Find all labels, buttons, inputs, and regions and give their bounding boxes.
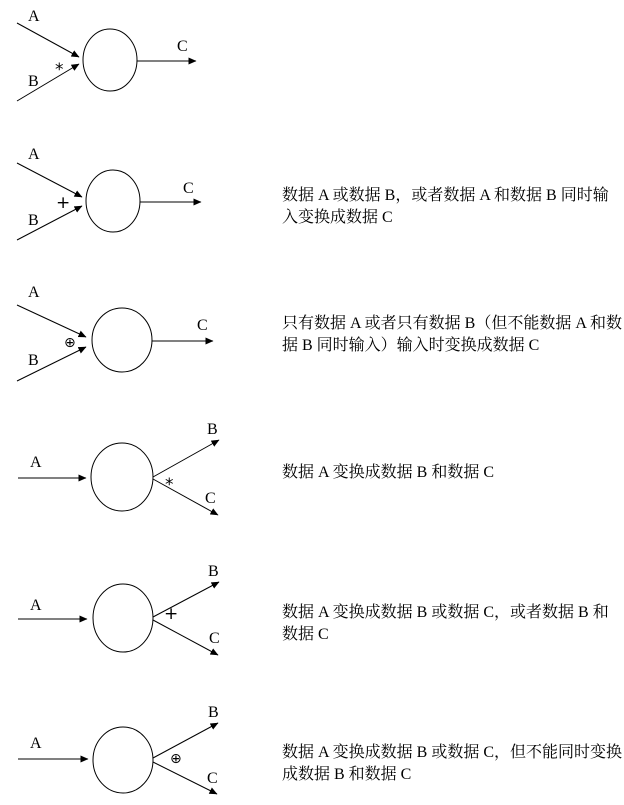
operator-symbol: ⊕	[170, 751, 182, 767]
input-b-label: B	[28, 212, 39, 229]
output-c-label: C	[207, 770, 218, 787]
output-c-label: C	[177, 38, 188, 55]
output-arrow-b	[153, 723, 218, 758]
description-merge-xor: 只有数据 A 或者只有数据 B（但不能数据 A 和数据 B 同时输入）输入时变换成数据 C	[282, 315, 623, 354]
input-a-label: A	[28, 284, 40, 301]
output-c-label: C	[183, 180, 194, 197]
description-split-xor: 数据 A 变换成数据 B 或数据 C，但不能同时变换成数据 B 和数据 C	[282, 744, 623, 783]
description-split-plus: 数据 A 变换成数据 B 或数据 C，或者数据 B 和数据 C	[282, 604, 609, 643]
operator-symbol: ⊕	[64, 335, 76, 351]
output-b-label: B	[208, 704, 219, 721]
diagram-merge-plus	[17, 146, 201, 240]
process-bubble	[91, 443, 153, 511]
process-bubble	[93, 584, 153, 652]
input-arrow-a	[17, 305, 86, 337]
input-a-label: A	[30, 597, 42, 614]
process-bubble	[92, 308, 152, 372]
diagram-split-star	[18, 421, 219, 515]
input-a-label: A	[28, 8, 40, 25]
input-a-label: A	[30, 454, 42, 471]
input-arrow-b	[17, 64, 79, 101]
process-bubble	[86, 170, 140, 232]
operator-symbol: *	[165, 475, 174, 495]
output-c-label: C	[197, 317, 208, 334]
operator-symbol: +	[164, 604, 179, 624]
output-b-label: B	[208, 563, 219, 580]
input-a-label: A	[28, 146, 40, 163]
process-bubble	[93, 727, 153, 793]
input-b-label: B	[28, 73, 39, 90]
input-a-label: A	[30, 735, 42, 752]
diagram-split-plus	[18, 563, 220, 655]
input-b-label: B	[28, 352, 39, 369]
process-bubble	[83, 29, 137, 91]
output-c-label: C	[209, 630, 220, 647]
input-arrow-a	[17, 23, 79, 57]
output-b-label: B	[207, 421, 218, 438]
output-c-label: C	[205, 490, 216, 507]
description-merge-plus: 数据 A 或数据 B，或者数据 A 和数据 B 同时输入变换成数据 C	[282, 187, 609, 226]
input-arrow-a	[17, 163, 82, 197]
operator-symbol: +	[56, 193, 71, 213]
output-arrow-b	[153, 582, 219, 617]
diagram-merge-xor	[17, 284, 213, 381]
diagram-split-xor	[18, 704, 219, 794]
input-arrow-b	[17, 206, 82, 240]
operator-symbol: *	[55, 60, 64, 80]
output-arrow-b	[153, 440, 219, 477]
diagram-merge-star	[17, 8, 196, 101]
description-split-star: 数据 A 变换成数据 B 和数据 C	[282, 464, 495, 481]
